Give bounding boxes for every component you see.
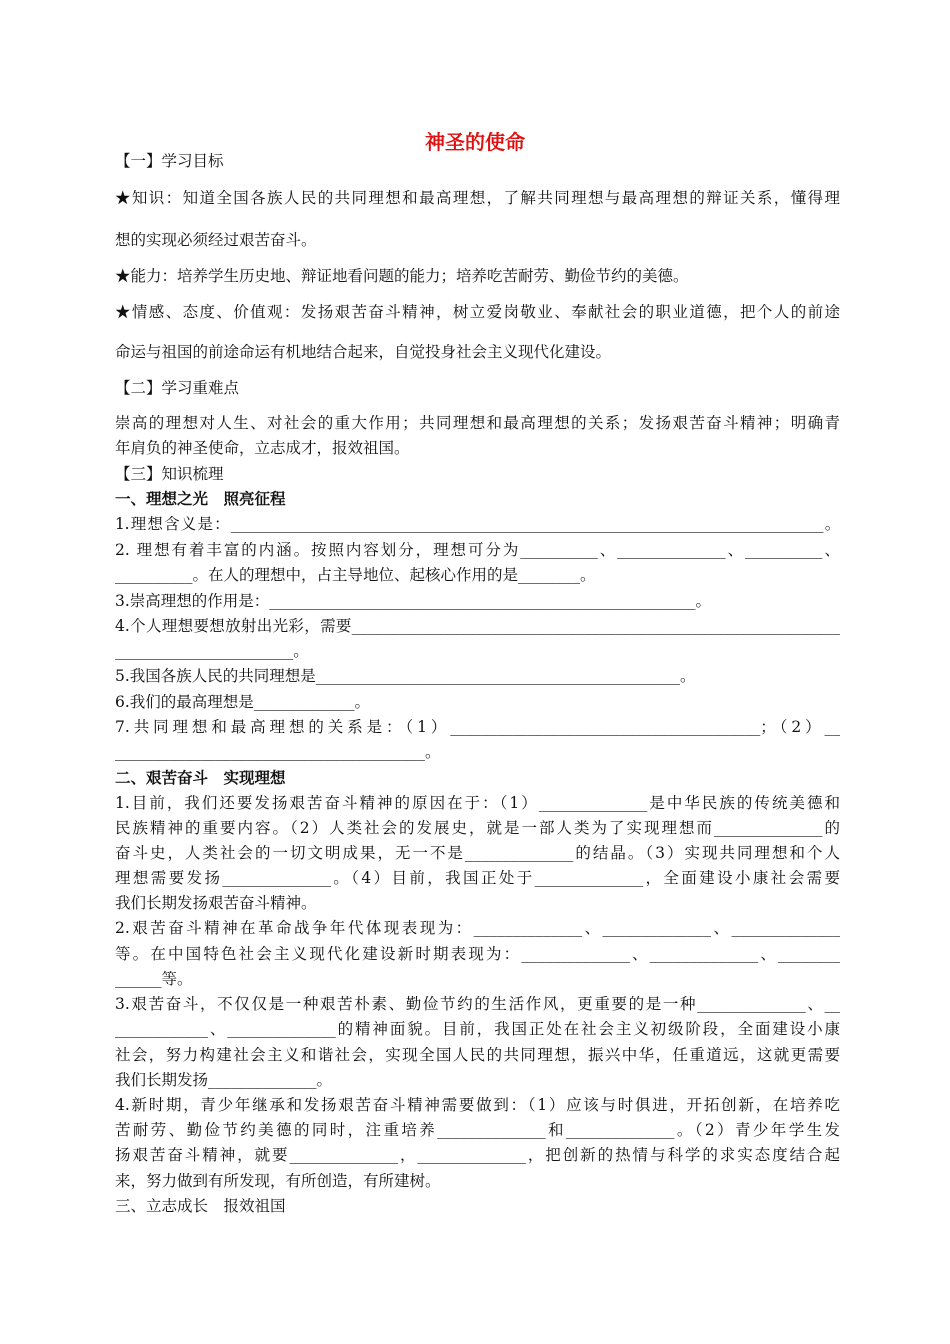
question-line: 我们长期发扬______________。: [115, 1071, 333, 1089]
subsection-heading-2: 二、艰苦奋斗 实现理想: [115, 769, 286, 787]
question-line: 1.目前，我们还要发扬艰苦奋斗精神的原因在于：（1）______________是中华民族的传统美德和: [115, 794, 840, 812]
section-heading-knowledge: 【三】知识梳理: [115, 465, 224, 483]
question-line: 7.共同理想和最高理想的关系是：（1）________________________________________；（2）__: [115, 718, 840, 736]
question-line: ________________________________________。: [115, 743, 441, 761]
paragraph-line: 年肩负的神圣使命，立志成才，报效祖国。: [115, 439, 410, 457]
question-line: 3.艰苦奋斗，不仅仅是一种艰苦朴素、勤俭节约的生活作风，更重要的是一种______________、__: [115, 995, 840, 1013]
paragraph-line: 命运与祖国的前途命运有机地结合起来，自觉投身社会主义现代化建设。: [115, 343, 612, 361]
question-line: 扬艰苦奋斗精神，就要______________，______________，把创新的热情与科学的求实态度结合起: [115, 1146, 840, 1164]
question-line: 苦耐劳、勤俭节约美德的同时，注重培养______________和______________。（2）青少年学生发: [115, 1121, 840, 1139]
section-heading-goals: 【一】学习目标: [115, 152, 224, 170]
question-line: 2. 理想有着丰富的内涵。按照内容划分，理想可分为__________、______________、__________、: [115, 541, 840, 559]
question-line: __________。在人的理想中，占主导地位、起核心作用的是________。: [115, 566, 596, 584]
question-line: 社会，努力构建社会主义和谐社会，实现全国人民的共同理想，振兴中华，任重道远，这就更需要: [115, 1046, 840, 1064]
question-line: ______等。: [115, 970, 193, 988]
question-line: 奋斗史，人类社会的一切文明成果，无一不是______________的结晶。（3）实现共同理想和个人: [115, 844, 840, 862]
question-line: 4.新时期，青少年继承和发扬艰苦奋斗精神需要做到：（1）应该与时俱进，开拓创新，在培养吃: [115, 1096, 840, 1114]
paragraph-line: ★知识：知道全国各族人民的共同理想和最高理想，了解共同理想与最高理想的辩证关系，懂得理: [115, 189, 840, 207]
question-line: 我们长期发扬艰苦奋斗精神。: [115, 894, 317, 912]
question-line: 民族精神的重要内容。（2）人类社会的发展史，就是一部人类为了实现理想而______________的: [115, 819, 840, 837]
page-title: 神圣的使命: [425, 130, 525, 154]
question-line: 6.我们的最高理想是_____________。: [115, 693, 371, 711]
question-line: 3.崇高理想的作用是：_______________________________________________________。: [115, 592, 712, 610]
question-line: 4.个人理想要想放射出光彩，需要_______________________________________________________________: [115, 617, 840, 635]
question-line: 2.艰苦奋斗精神在革命战争年代体现表现为：______________、______________、______________: [115, 919, 840, 937]
section-heading-key-points: 【二】学习重难点: [115, 379, 240, 397]
question-line: _______________________。: [115, 642, 309, 660]
paragraph-line: 崇高的理想对人生、对社会的重大作用；共同理想和最高理想的关系；发扬艰苦奋斗精神；明确青: [115, 414, 840, 432]
paragraph-line: ★能力：培养学生历史地、辩证地看问题的能力；培养吃苦耐劳、勤俭节约的美德。: [115, 267, 689, 285]
subsection-heading-3: 三、立志成长 报效祖国: [115, 1197, 286, 1215]
question-line: 来，努力做到有所发现，有所创造，有所建树。: [115, 1172, 441, 1190]
paragraph-line: 想的实现必须经过艰苦奋斗。: [115, 231, 317, 249]
paragraph-line: ★情感、态度、价值观：发扬艰苦奋斗精神，树立爱岗敬业、奉献社会的职业道德，把个人的前途: [115, 303, 840, 321]
subsection-heading-1: 一、理想之光 照亮征程: [115, 490, 286, 508]
question-line: ____________、______________的精神面貌。目前，我国正处在社会主义初级阶段，全面建设小康: [115, 1020, 840, 1038]
question-line: 1.理想含义是：_______________________________________________________________________________。: [115, 515, 840, 533]
question-line: 等。在中国特色社会主义现代化建设新时期表现为：______________、______________、________: [115, 945, 840, 963]
question-line: 5.我国各族人民的共同理想是_______________________________________________。: [115, 667, 696, 685]
question-line: 理想需要发扬______________。（4）目前，我国正处于______________，全面建设小康社会需要: [115, 869, 840, 887]
